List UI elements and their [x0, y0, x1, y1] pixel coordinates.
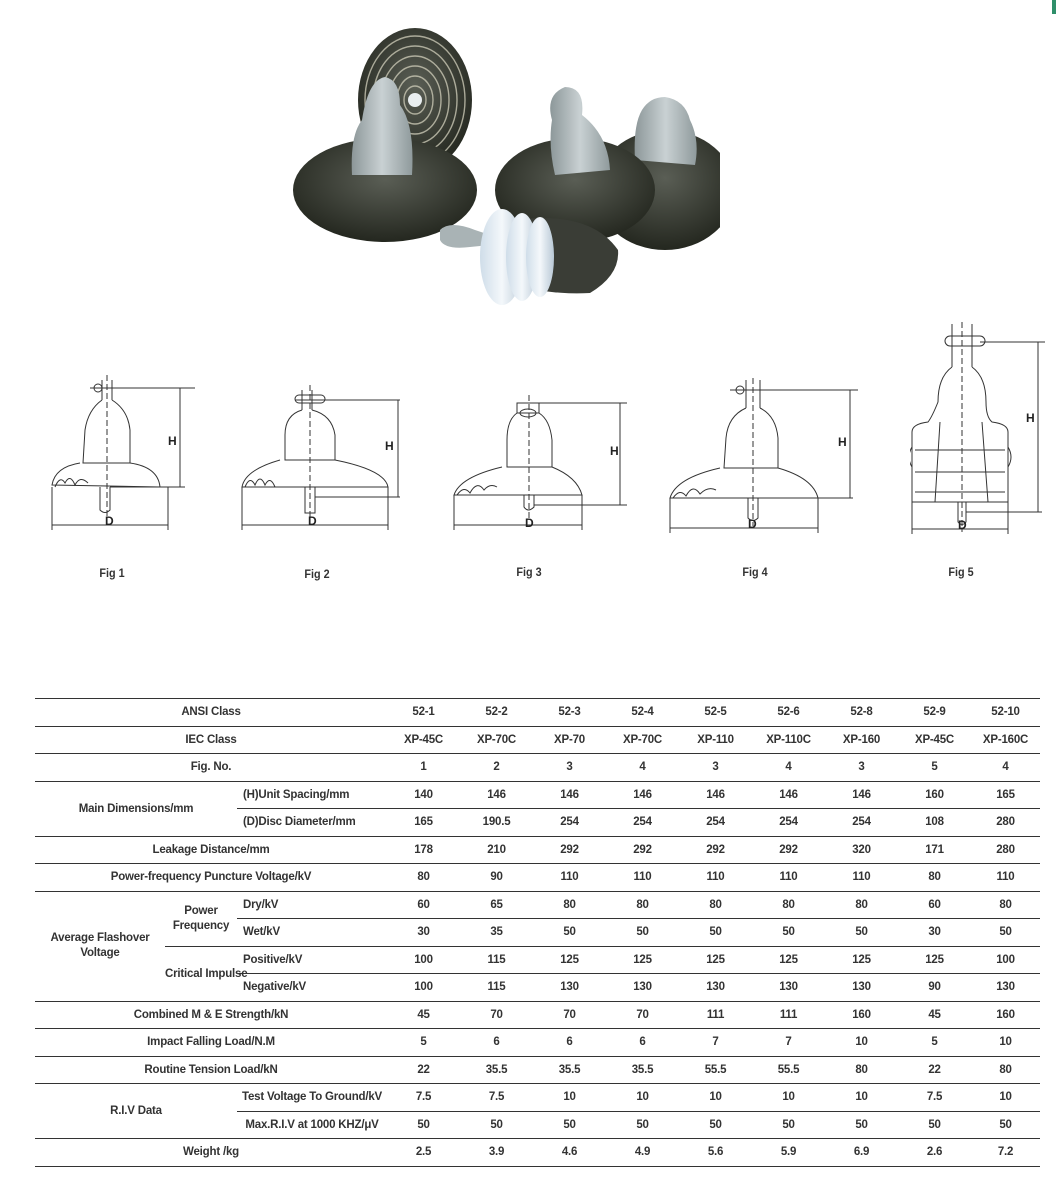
svg-text:D: D: [958, 518, 967, 532]
row-max-riv: Max.R.I.V at 1000 KHZ/μV 50 50 50 50 50 50 50 50 50: [35, 1111, 1040, 1139]
label-iec-class: IEC Class: [35, 726, 387, 754]
figure-2-label: Fig 2: [304, 567, 330, 581]
label-average-flashover: Average Flashover Voltage: [35, 891, 165, 1001]
row-ansi-class: ANSI Class 52-1 52-2 52-3 52-4 52-5 52-6 52-8 52-9 52-10: [35, 699, 1040, 727]
svg-text:H: H: [610, 444, 619, 458]
label-weight: Weight /kg: [35, 1139, 387, 1167]
row-iec-class: IEC Class XP-45C XP-70C XP-70 XP-70C XP-110 XP-110C XP-160 XP-45C XP-160C: [35, 726, 1040, 754]
figure-1-drawing: [50, 375, 200, 535]
svg-text:D: D: [308, 514, 317, 528]
svg-text:D: D: [105, 514, 114, 528]
svg-text:H: H: [168, 434, 177, 448]
label-unit-spacing: (H)Unit Spacing/mm: [237, 781, 387, 809]
label-wet: Wet/kV: [237, 919, 387, 947]
figure-3-label: Fig 3: [516, 565, 542, 579]
label-ansi-class: ANSI Class: [35, 699, 387, 727]
label-fig-no: Fig. No.: [35, 754, 387, 782]
row-combined-strength: Combined M & E Strength/kN 45 70 70 70 111 111 160 45 160: [35, 1001, 1040, 1029]
product-photo: [290, 25, 720, 315]
label-test-voltage: Test Voltage To Ground/kV: [237, 1084, 387, 1112]
row-routine-tension: Routine Tension Load/kN 22 35.5 35.5 35.5 55.5 55.5 80 22 80: [35, 1056, 1040, 1084]
specification-table: [35, 698, 1040, 1167]
row-weight: Weight /kg 2.5 3.9 4.6 4.9 5.6 5.9 6.9 2.6 7.2: [35, 1139, 1040, 1167]
svg-text:H: H: [838, 435, 847, 449]
label-positive: Positive/kV: [237, 946, 387, 974]
figure-5-drawing: [910, 322, 1050, 537]
label-negative: Negative/kV: [237, 974, 387, 1002]
figure-2-drawing: [240, 385, 405, 535]
label-disc-diameter: (D)Disc Diameter/mm: [237, 809, 387, 837]
label-impact-load: Impact Falling Load/N.M: [35, 1029, 387, 1057]
label-critical-impulse: Critical Impulse: [165, 946, 237, 1001]
svg-text:H: H: [385, 439, 394, 453]
row-fig-no: Fig. No. 1 2 3 4 3 4 3 5 4: [35, 754, 1040, 782]
row-leakage-distance: Leakage Distance/mm 178 210 292 292 292 292 320 171 280: [35, 836, 1040, 864]
row-test-voltage: R.I.V Data Test Voltage To Ground/kV 7.5 7.5 10 10 10 10 10 7.5 10: [35, 1084, 1040, 1112]
label-max-riv: Max.R.I.V at 1000 KHZ/μV: [237, 1111, 387, 1139]
label-combined-strength: Combined M & E Strength/kN: [35, 1001, 387, 1029]
row-wet-flashover: Wet/kV 30 35 50 50 50 50 50 30 50: [35, 919, 1040, 947]
label-main-dimensions: Main Dimensions/mm: [35, 781, 237, 836]
label-dry: Dry/kV: [237, 891, 387, 919]
row-puncture-voltage: Power-frequency Puncture Voltage/kV 80 90 110 110 110 110 110 80 110: [35, 864, 1040, 892]
svg-text:H: H: [1026, 411, 1035, 425]
row-disc-diameter: (D)Disc Diameter/mm 165 190.5 254 254 254 254 254 108 280: [35, 809, 1040, 837]
row-unit-spacing: Main Dimensions/mm (H)Unit Spacing/mm 140 146 146 146 146 146 146 160 165: [35, 781, 1040, 809]
page-edge-mark: [1052, 0, 1056, 14]
label-routine-tension: Routine Tension Load/kN: [35, 1056, 387, 1084]
label-power-frequency: Power Frequency: [165, 891, 237, 946]
svg-text:D: D: [748, 517, 757, 531]
figure-3-drawing: [452, 395, 632, 535]
label-leakage-distance: Leakage Distance/mm: [35, 836, 387, 864]
figure-1-label: Fig 1: [99, 566, 125, 580]
figure-5-label: Fig 5: [948, 565, 974, 579]
label-riv-data: R.I.V Data: [35, 1084, 237, 1139]
row-negative-impulse: Negative/kV 100 115 130 130 130 130 130 90 130: [35, 974, 1040, 1002]
svg-text:D: D: [525, 516, 534, 530]
row-dry-flashover: Average Flashover Voltage Power Frequency Dry/kV 60 65 80 80 80 80 80 60 80: [35, 891, 1040, 919]
figure-4-label: Fig 4: [742, 565, 768, 579]
row-impact-load: Impact Falling Load/N.M 5 6 6 6 7 7 10 5 10: [35, 1029, 1040, 1057]
row-positive-impulse: Critical Impulse Positive/kV 100 115 125 125 125 125 125 125 100: [35, 946, 1040, 974]
label-puncture-voltage: Power-frequency Puncture Voltage/kV: [35, 864, 387, 892]
figure-4-drawing: [668, 378, 863, 538]
